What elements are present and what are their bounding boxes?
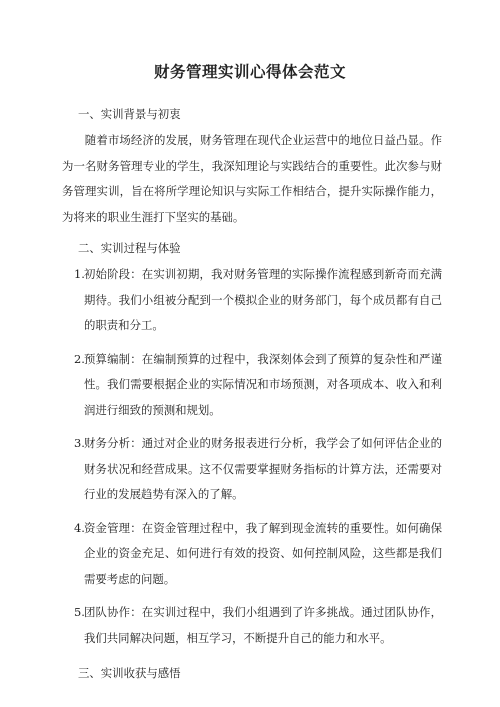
list-item-text: 资金管理：在资金管理过程中，我了解到现金流转的重要性。如何确保企业的资金充足、如何进行有效的投资、如何控制风险，这些都是我们需要考虑的问题。 [84, 520, 442, 586]
process-list [62, 262, 442, 651]
section-heading-process: 二、实训过程与体验 [78, 241, 181, 255]
section-heading-harvest: 三、实训收获与感悟 [78, 666, 181, 680]
list-item [62, 600, 442, 651]
section-heading-background: 一、实训背景与初衷 [78, 107, 181, 121]
list-item [62, 516, 442, 593]
list-item-number: 2. [74, 351, 85, 366]
list-item-text: 团队协作：在实训过程中，我们小组遇到了许多挑战。通过团队协作，我们共同解决问题，相互学习，不断提升自己的能力和水平。 [84, 605, 442, 645]
list-item-text: 预算编制：在编制预算的过程中，我深刻体会到了预算的复杂性和严谨性。我们需要根据企业的实际情况和市场预测，对各项成本、收入和利润进行细致的预测和规划。 [84, 351, 442, 417]
list-item [62, 347, 442, 424]
document-title: 财务管理实训心得体会范文 [153, 62, 346, 81]
section-paragraph-background: 随着市场经济的发展，财务管理在现代企业运营中的地位日益凸显。作为一名财务管理专业的学生，我深知理论与实践结合的重要性。此次参与财务管理实训，旨在将所学理论知识与实际工作相结合，提升实际操作能力，为将来的职业生涯打下坚实的基础。 [62, 133, 442, 224]
list-item-number: 5. [74, 605, 85, 619]
document-body [62, 100, 442, 687]
list-item-number: 1. [74, 267, 85, 281]
list-item-text: 财务分析：通过对企业的财务报表进行分析，我学会了如何评估企业的财务状况和经营成果。这不仅需要掌握财务指标的计算方法，还需要对行业的发展趋势有深入的了解。 [84, 436, 442, 501]
list-item [62, 262, 442, 339]
list-item-number: 3. [74, 436, 85, 450]
list-item [62, 431, 442, 508]
list-item-number: 4. [74, 520, 85, 535]
list-item-text: 初始阶段：在实训初期，我对财务管理的实际操作流程感到新奇而充满期待。我们小组被分配到一个模拟企业的财务部门，每个成员都有自己的职责和分工。 [84, 267, 442, 332]
